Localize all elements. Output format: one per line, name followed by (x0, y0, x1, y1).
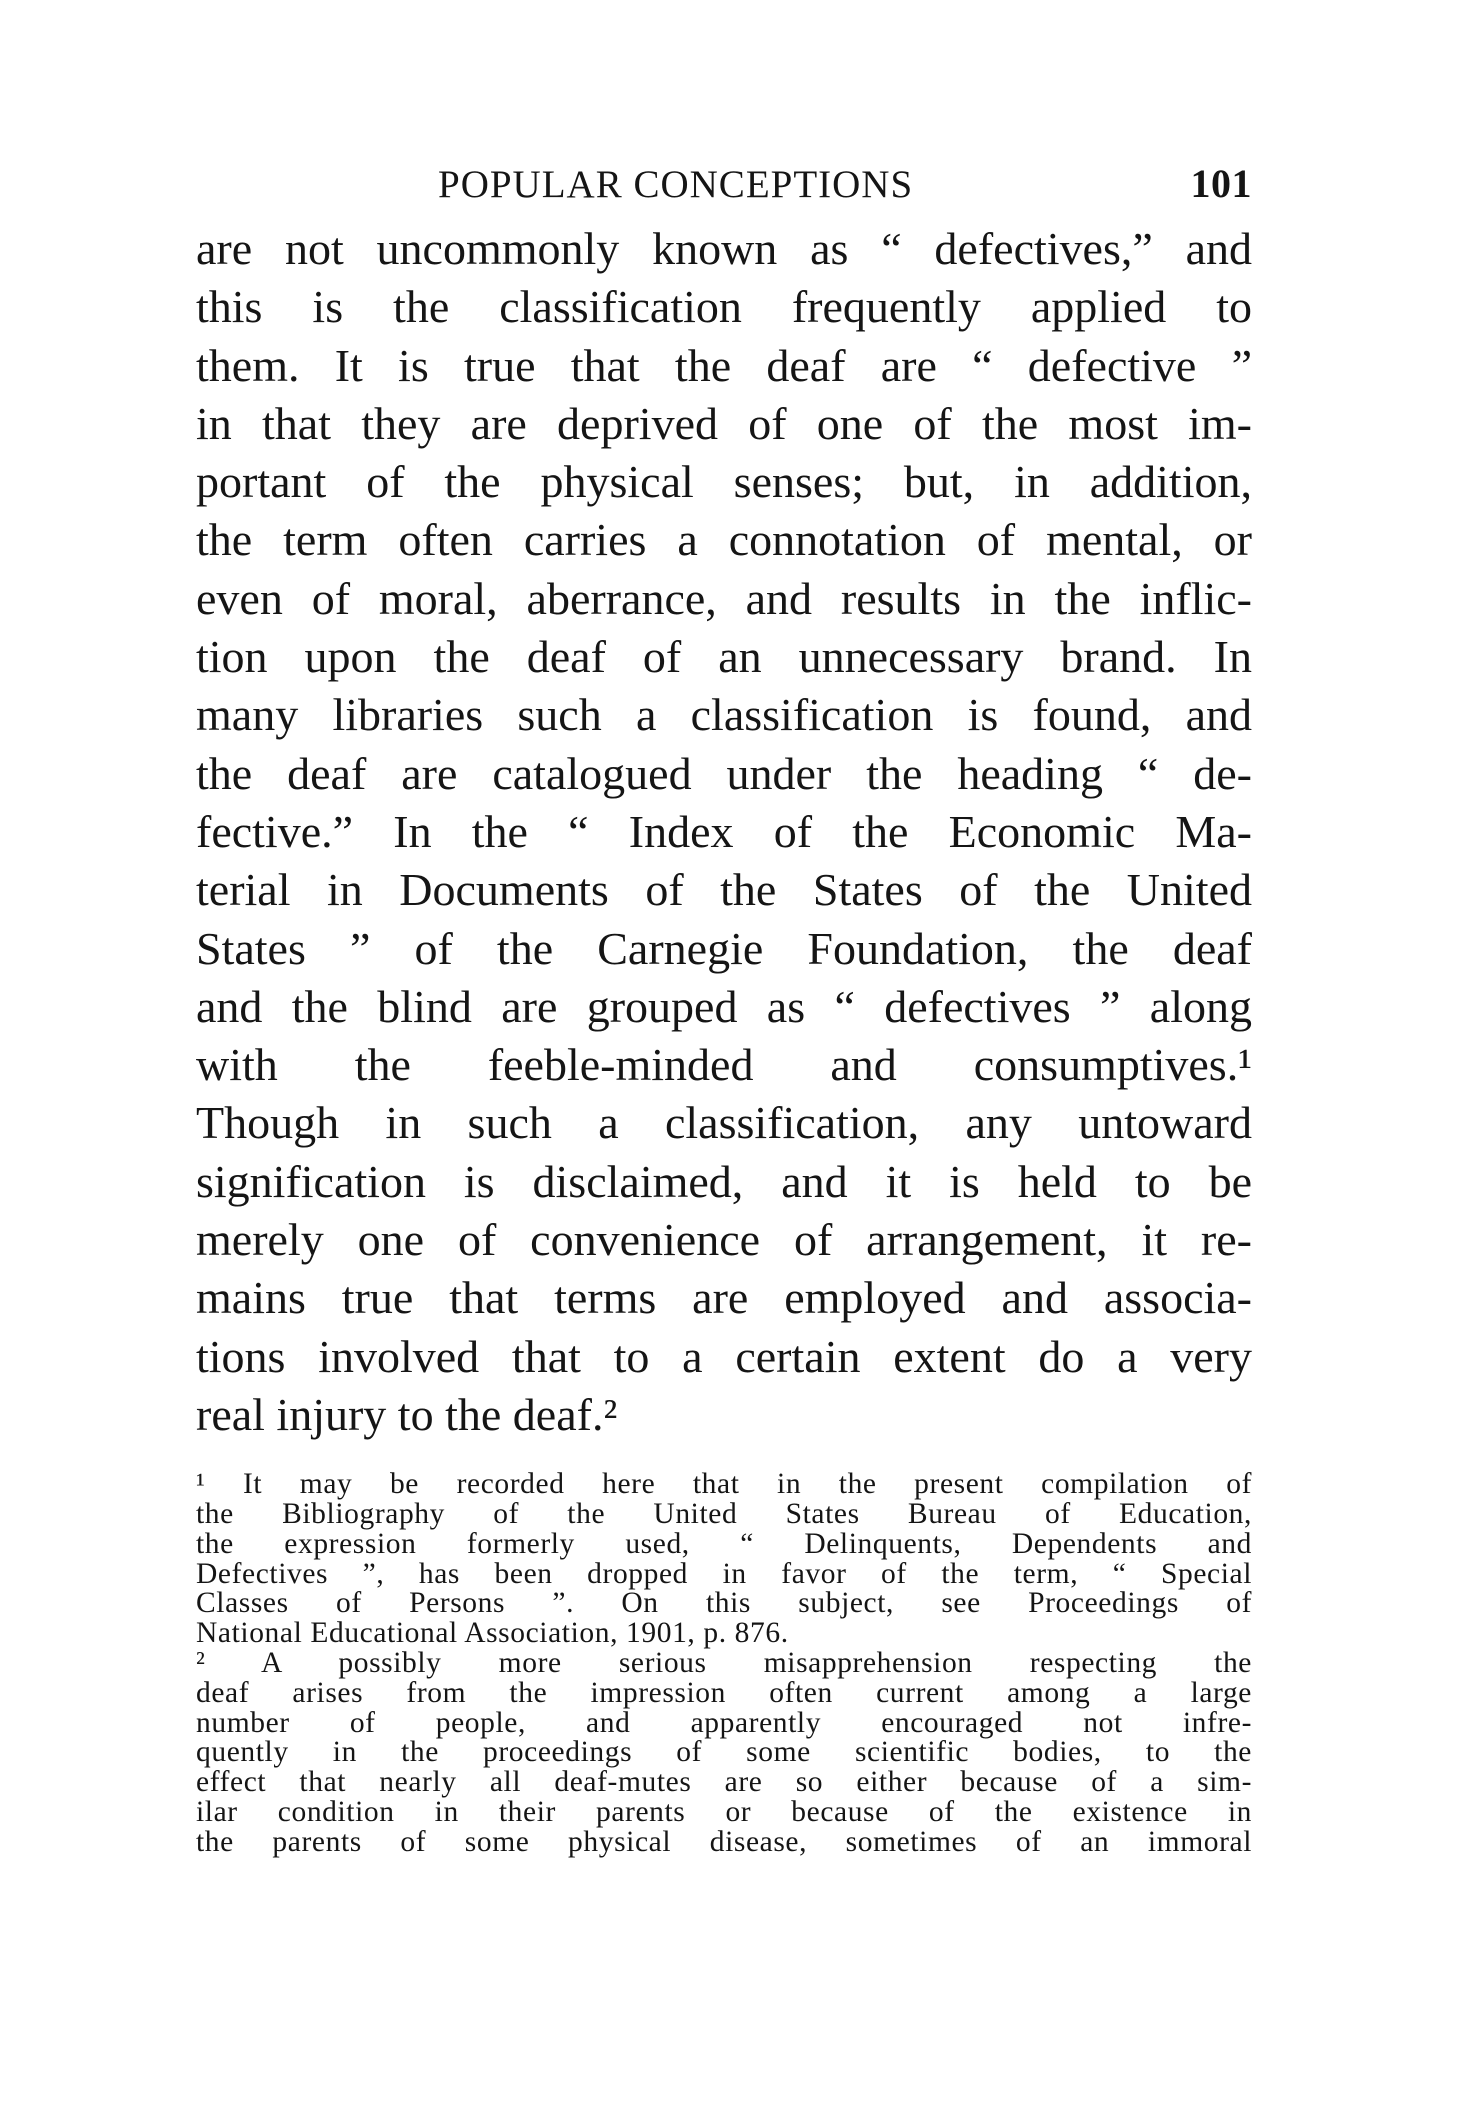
footnote-line: Classes of Persons ”. On this subject, see Proceedings of (196, 1587, 1252, 1620)
page-number: 101 (1190, 161, 1252, 206)
body-line: are not uncommonly known as “ defectives,” and (196, 223, 1252, 274)
footnote-line: the Bibliography of the United States Bureau of Education, (196, 1498, 1252, 1531)
footnote-line: the parents of some physical disease, sometimes of an immoral (196, 1825, 1252, 1858)
footnote-line: ¹ It may be recorded here that in the present compilation of (196, 1468, 1252, 1501)
book-page (196, 150, 1252, 1858)
footnote-line: quently in the proceedings of some scientific bodies, to the (196, 1736, 1252, 1769)
body-line: merely one of convenience of arrangement, it re- (196, 1214, 1252, 1266)
running-title: POPULAR CONCEPTIONS (438, 163, 914, 206)
body-line: the deaf are catalogued under the heading “ de- (196, 747, 1252, 799)
body-line: even of moral, aberrance, and results in the inflic- (196, 572, 1252, 624)
body-text (196, 220, 1252, 1444)
footnote-line: Defectives ”, has been dropped in favor of the term, “ Special (196, 1557, 1252, 1590)
body-line: many libraries such a classification is found, and (196, 689, 1252, 741)
body-line: terial in Documents of the States of the United (196, 864, 1252, 916)
body-line: them. It is true that the deaf are “ defective ” (196, 339, 1252, 391)
footnote-line: ² A possibly more serious misapprehension respecting the (196, 1647, 1252, 1680)
running-head (196, 150, 1252, 220)
body-line: signification is disclaimed, and it is held to be (196, 1155, 1252, 1207)
footnote-line: National Educational Association, 1901, p. 876. (196, 1617, 789, 1650)
body-line: real injury to the deaf.² (196, 1388, 618, 1440)
footnote-line: number of people, and apparently encouraged not infre- (196, 1706, 1252, 1739)
body-line: with the feeble-minded and consumptives.¹ (196, 1039, 1252, 1091)
body-line: fective.” In the “ Index of the Economic Ma- (196, 805, 1252, 857)
footnote-line: effect that nearly all deaf-mutes are so either because of a sim- (196, 1766, 1252, 1799)
footnote-line: the expression formerly used, “ Delinquents, Dependents and (196, 1527, 1252, 1560)
body-line: Though in such a classification, any untoward (196, 1097, 1252, 1149)
body-line: portant of the physical senses; but, in addition, (196, 456, 1252, 508)
body-line: tions involved that to a certain extent do a very (196, 1330, 1252, 1382)
footnote-line: ilar condition in their parents or because of the existence in (196, 1796, 1252, 1828)
body-line: tion upon the deaf of an unnecessary brand. In (196, 631, 1252, 683)
body-line: this is the classification frequently applied to (196, 281, 1252, 333)
footnotes (196, 1470, 1252, 1857)
body-line: States ” of the Carnegie Foundation, the deaf (196, 922, 1252, 974)
body-line: mains true that terms are employed and associa- (196, 1272, 1252, 1324)
body-line: in that they are deprived of one of the most im- (196, 397, 1252, 449)
body-line: and the blind are grouped as “ defectives ” along (196, 980, 1252, 1032)
footnote-line: deaf arises from the impression often current among a large (196, 1676, 1252, 1709)
body-line: the term often carries a connotation of mental, or (196, 514, 1252, 566)
